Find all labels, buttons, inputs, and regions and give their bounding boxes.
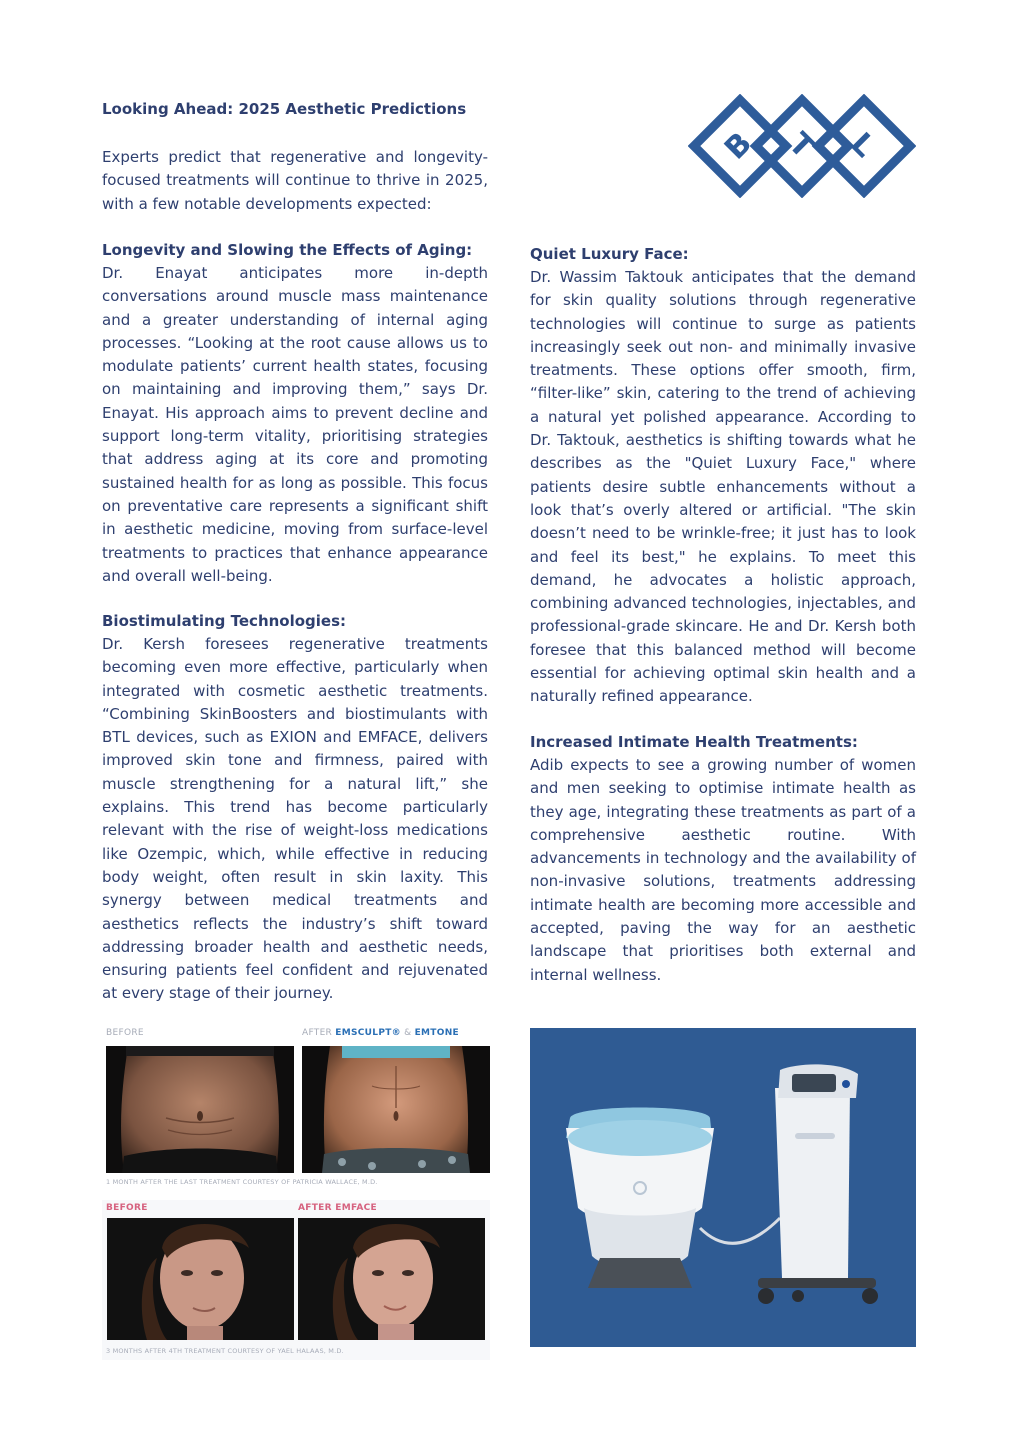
abdomen-amp: & xyxy=(400,1028,415,1038)
product-illustration xyxy=(530,1028,916,1347)
btl-logo xyxy=(688,94,916,198)
face-figure xyxy=(102,1200,490,1360)
face-before-label: BEFORE xyxy=(106,1203,148,1213)
abdomen-brand-emtone: EMTONE xyxy=(414,1028,459,1038)
longevity-heading: Longevity and Slowing the Effects of Aging: xyxy=(102,241,473,259)
intimate-body: Adib expects to see a growing number of women and men seeking to optimise intimate health as they age, integrating these treatments as part of a comprehensive aesthetic routine. With advancements in technology and the availability of non-invasive solutions, treatments addressing intimate health are becoming more accessible and accepted, paving the way for an aesthetic landscape that prioritises both external and internal wellness. xyxy=(530,756,916,984)
quiet-luxury-body: Dr. Wassim Taktouk anticipates that the demand for skin quality solutions through regenerative technologies will continue to surge as patients increasingly seek out non- and minimally invasive treatments. These options offer smooth, firm, “filter-like” skin, catering to the trend of achieving a natural yet polished appearance. According to Dr. Taktouk, aesthetics is shifting towards what he describes as the "Quiet Luxury Face," where patients desire subtle enhancements without a look that’s overly altered or artificial. "The skin doesn’t need to be wrinkle-free; it just has to look and feel its best," he explains. To meet this demand, he advocates a holistic approach, combining advanced technologies, injectables, and professional-grade skincare. He and Dr. Kersh both foresee that this balanced method will become essential for achieving optimal skin health and a naturally refined appearance. xyxy=(530,268,916,706)
intimate-heading: Increased Intimate Health Treatments: xyxy=(530,733,858,751)
abdomen-after-prefix: AFTER xyxy=(302,1028,336,1038)
intro-paragraph: Experts predict that regenerative and longevity-focused treatments will continue to thrive in 2025, with a few notable developments expected: xyxy=(102,148,488,213)
face-credit: 3 MONTHS AFTER 4TH TREATMENT COURTESY OF YAEL HALAAS, M.D. xyxy=(106,1347,344,1355)
logo-letter-l: L xyxy=(843,126,882,165)
face-before-photo xyxy=(107,1218,294,1340)
logo-letter-t: T xyxy=(781,126,821,166)
abdomen-figure xyxy=(102,1028,492,1193)
longevity-body: Dr. Enayat anticipates more in-depth conversations around muscle mass maintenance and a greater understanding of internal aging processes. “Looking at the root cause allows us to modulate patients’ current health states, focusing on maintaining and improving them,” says Dr. Enayat. His approach aims to prevent decline and support long-term vitality, prioritising strategies that address aging at its core and promoting sustained health for as long as possible. This focus on preventative care represents a significant shift in aesthetic medicine, moving from surface-level treatments to practices that enhance appearance and overall well-being. xyxy=(102,264,488,585)
abdomen-before-photo xyxy=(106,1046,294,1173)
abdomen-brand-emsculpt: EMSCULPT® xyxy=(335,1028,401,1038)
face-after-label: AFTER EMFACE xyxy=(298,1203,378,1213)
face-after-photo xyxy=(298,1218,485,1340)
product-image xyxy=(530,1028,916,1347)
abdomen-credit: 1 MONTH AFTER THE LAST TREATMENT COURTESY OF PATRICIA WALLACE, M.D. xyxy=(106,1178,378,1186)
abdomen-after-label xyxy=(302,1028,459,1038)
abdomen-after-photo xyxy=(302,1046,490,1173)
logo-letter-b: B xyxy=(718,125,760,167)
page-title: Looking Ahead: 2025 Aesthetic Predictions xyxy=(102,100,467,118)
biostim-heading: Biostimulating Technologies: xyxy=(102,612,347,630)
abdomen-before-label: BEFORE xyxy=(106,1028,144,1038)
biostim-body: Dr. Kersh foresees regenerative treatments becoming even more effective, particularly when integrated with cosmetic aesthetic treatments. “Combining SkinBoosters and biostimulants with BTL devices, such as EXION and EMFACE, delivers improved skin tone and firmness, paired with muscle strengthening for a natural lift,” she explains. This trend has become particularly relevant with the rise of weight-loss medications like Ozempic, which, while effective in reducing body weight, often result in skin laxity. This synergy between medical treatments and aesthetics reflects the industry’s shift toward addressing broader health and aesthetic needs, ensuring patients feel confident and rejuvenated at every stage of their journey. xyxy=(102,635,488,1003)
quiet-luxury-heading: Quiet Luxury Face: xyxy=(530,245,689,263)
btl-logo-graphic xyxy=(688,94,916,198)
